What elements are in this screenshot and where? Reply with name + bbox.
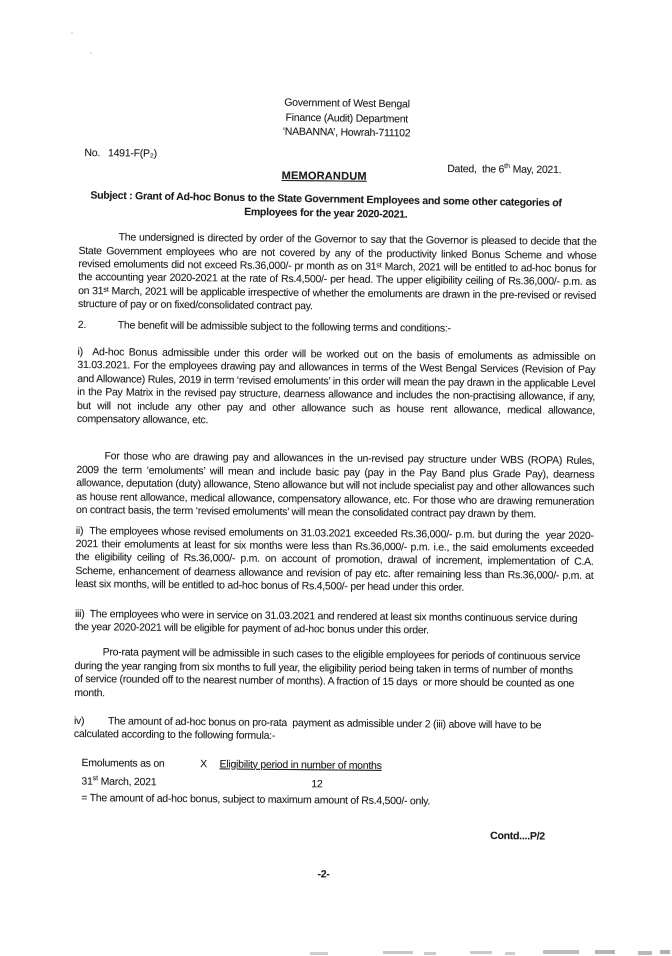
formula-denominator: 12 — [311, 778, 323, 791]
term-iii-continued: Pro-rata payment will be admissible in such cases to the eligible employees for periods of continuous service during the year ranging from six months to full year, the eligibility period being taken in terms of number of months of service (rounded off to the nearest number of months). A fraction of 15 days or more should be counted as one month. — [74, 646, 581, 699]
continuation-note: Contd....P/2 — [490, 829, 545, 843]
bonus-formula — [81, 755, 591, 812]
scan-artifact — [543, 950, 579, 954]
subject-line-1: Subject : Grant of Ad-hoc Bonus to the State Government Employees and some other categories of — [90, 189, 562, 210]
formula-numerator: Eligibility period in number of months — [219, 758, 382, 772]
memo-date-text: Dated, the 6 — [447, 162, 505, 176]
formula-date — [81, 771, 187, 791]
formula-result: = The amount of ad-hoc bonus, subject to maximum amount of Rs.4,500/- only. — [81, 792, 431, 808]
memo-date-ordinal: th — [504, 162, 511, 170]
clause-2 — [78, 319, 596, 337]
term-i-continued: For those who are drawing pay and allowances in the un-revised pay structure under WBS (ROPA) Rules, 2009 the term ‘emoluments’ will mean and include basic pay (pay in the Pay Band plus Grade Pay), dearness allowance, deputation (duty) allowance, Steno allowance but will not include specialist pay and other allowances such as house rent allowance, medical allowance, compensatory allowance, etc. For those who are drawing remuneration on contract basis, the term ‘revised emoluments’ will mean the consolidated contract pay drawn by them. — [75, 450, 595, 521]
scan-artifact — [638, 951, 652, 955]
scan-artifact — [505, 952, 515, 955]
formula-emoluments-label: Emoluments as on — [81, 756, 165, 770]
formula-date-ordinal: st — [92, 775, 99, 783]
memo-number: No. 1491-F(P₂) — [84, 146, 157, 160]
memo-date-rest: May, 2021. — [509, 163, 562, 176]
term-iii: iii) The employees who were in service on 31.03.2021 and rendered at least six months continuous service during the year 2020-2021 will be eligible for payment of ad-hoc bonus under this order. — [74, 607, 578, 637]
scan-artifact — [595, 950, 615, 954]
term-ii: ii) The employees whose revised emoluments on 31.03.2021 exceeded Rs.36,000/- p.m. but during the year 2020-2021 their emoluments at least for six months were less than Rs.36,000/- p.m. i.e., the said emoluments exceeded the eligibility ceiling of Rs.36,000/- p.m. on account of promotion, drawal of increment, implementation of C.A. Scheme, enhancement of dearness allowance and revision of pay etc. after remaining less than Rs.36,000/- p.m. at least six months, will be entitled to ad-hoc bonus of Rs.4,500/- per head under this order. — [75, 524, 594, 594]
memo-content — [72, 94, 598, 885]
subject-line-2: Employees for the year 2020-2021. — [244, 206, 408, 221]
term-iv-text: The amount of ad-hoc bonus on pro-rata payment as admissible under 2 (iii) above will have to be calculated according to the following formula:- — [73, 715, 542, 743]
scan-speck — [90, 52, 92, 54]
address: ‘NABANNA’, Howrah-711102 — [282, 125, 411, 140]
scan-artifact — [470, 951, 492, 954]
subject-block — [67, 188, 585, 225]
term-i: i) Ad-hoc Bonus admissible under this order will be worked out on the basis of emoluments as admissible on 31.03.2021. For the employees drawing pay and allowances in terms of the West Bengal Services (Revision of Pay and Allowance) Rules, 2019 in term ‘revised emoluments’ in this order will mean the pay drawn in the applicable Level in the Pay Matrix in the revised pay structure, dearness allowance and includes the non-practising allowance, if any, but will not include any other pay and other allowance such as house rent allowance, medical allowance, compensatory allowance, etc. — [76, 346, 596, 427]
department-name: Finance (Audit) Department — [285, 111, 409, 126]
scan-artifact — [310, 952, 328, 955]
page-number: -2- — [317, 868, 330, 881]
org-name: Government of West Bengal — [284, 96, 410, 111]
scan-speck — [71, 32, 73, 34]
formula-multiply-sign: X — [200, 757, 208, 771]
scan-artifact — [660, 950, 670, 954]
term-iv — [74, 715, 544, 746]
paragraph-1: The undersigned is directed by order of the Governor to say that the Governor is pleased to decide that the State Government employees who are not covered by any of the productivity linked Bonus Scheme and whose revised emoluments did not exceed Rs.36,000/- pr month as on 31ˢᵗ March, 2021 will be entitled to ad-hoc bonus for the accounting year 2020-2021 at the rate of Rs.4,500/- per head. The upper eligibility ceiling of Rs.36,000/- p.m. as on 31ˢᵗ March, 2021 will be applicable irrespective of whether the emoluments are drawn in the pre-revised or revised structure of pay or on fixed/consolidated contract pay. — [77, 231, 597, 313]
term-iv-number: iv) — [73, 714, 85, 728]
formula-date-rest: March, 2021 — [97, 775, 157, 789]
scan-artifact — [424, 952, 436, 955]
letterhead — [87, 93, 606, 144]
memo-title: MEMORANDUM — [281, 169, 367, 183]
scan-artifact — [383, 951, 413, 954]
clause-2-number: 2. — [77, 318, 87, 331]
clause-2-text: The benefit will be admissible subject to the following terms and conditions:- — [117, 318, 451, 335]
formula-date-day: 31 — [81, 775, 93, 788]
